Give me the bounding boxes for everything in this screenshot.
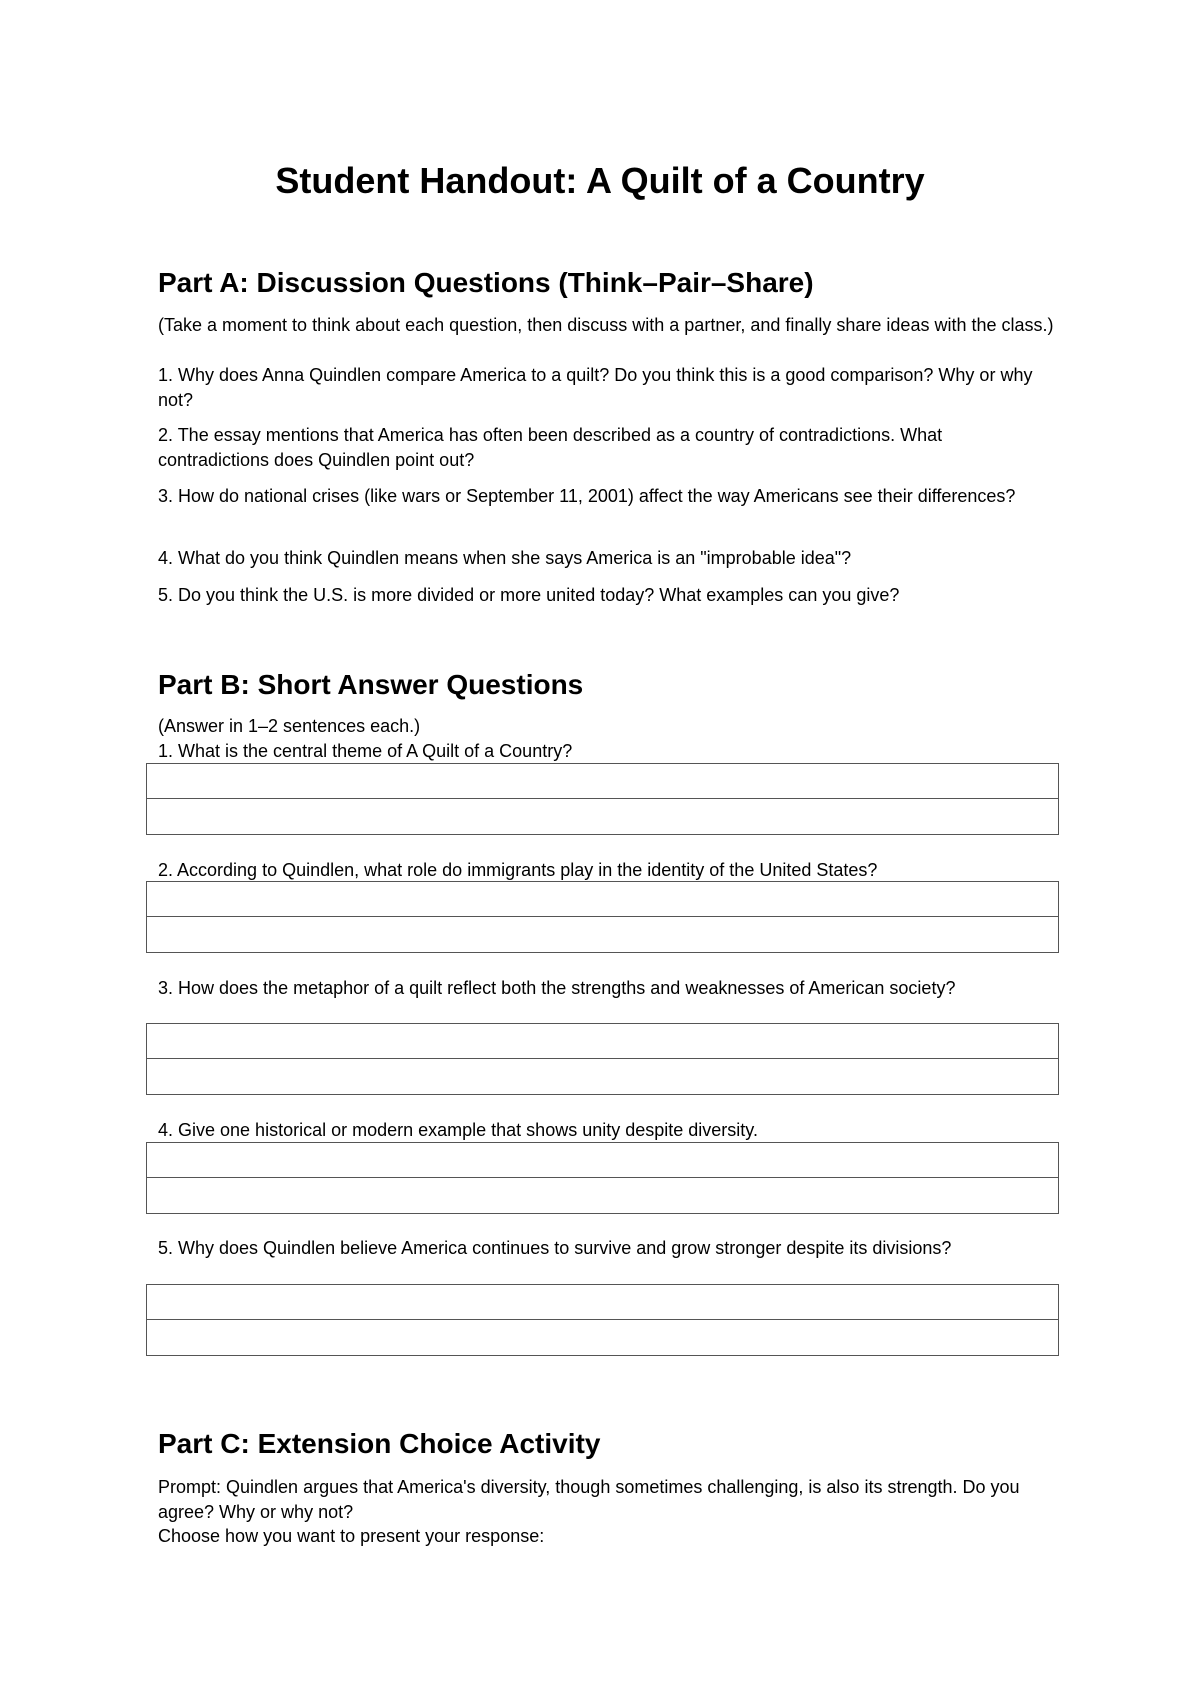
answer-line[interactable]	[147, 799, 1058, 834]
part-b-question-4: 4. Give one historical or modern example that shows unity despite diversity.	[158, 1120, 758, 1140]
part-a-heading: Part A: Discussion Questions (Think–Pair–Share)	[158, 267, 814, 298]
part-b-question-1: 1. What is the central theme of A Quilt of a Country?	[158, 741, 573, 761]
answer-box-2[interactable]	[146, 881, 1059, 953]
answer-line[interactable]	[147, 1024, 1058, 1059]
part-b-question-2: 2. According to Quindlen, what role do immigrants play in the identity of the United States?	[158, 860, 878, 880]
page-title: Student Handout: A Quilt of a Country	[275, 160, 925, 201]
part-a-question-2: 2. The essay mentions that America has often been described as a country of contradictions. What contradictions does Quindlen point out?	[158, 425, 943, 470]
answer-box-4[interactable]	[146, 1142, 1059, 1214]
answer-line[interactable]	[147, 1143, 1058, 1178]
part-b-question-5: 5. Why does Quindlen believe America continues to survive and grow stronger despite its divisions?	[158, 1238, 952, 1258]
answer-line[interactable]	[147, 1285, 1058, 1320]
answer-box-5[interactable]	[146, 1284, 1059, 1356]
part-a-question-3: 3. How do national crises (like wars or September 11, 2001) affect the way Americans see their differences?	[158, 486, 1016, 506]
answer-box-3[interactable]	[146, 1023, 1059, 1095]
answer-box-1[interactable]	[146, 763, 1059, 835]
part-b-instructions: (Answer in 1–2 sentences each.)	[158, 716, 421, 736]
part-a-question-5: 5. Do you think the U.S. is more divided or more united today? What examples can you give?	[158, 585, 900, 605]
answer-line[interactable]	[147, 1059, 1058, 1094]
part-c-choose: Choose how you want to present your response:	[158, 1526, 545, 1546]
answer-line[interactable]	[147, 917, 1058, 952]
part-a-question-1: 1. Why does Anna Quindlen compare America to a quilt? Do you think this is a good comparison? Why or why not?	[158, 365, 1033, 410]
part-c-heading: Part C: Extension Choice Activity	[158, 1428, 601, 1459]
answer-line[interactable]	[147, 764, 1058, 799]
answer-line[interactable]	[147, 1178, 1058, 1213]
part-c-prompt: Prompt: Quindlen argues that America's diversity, though sometimes challenging, is also its strength. Do you agree? Why or why not?	[158, 1477, 1020, 1522]
part-a-instructions: (Take a moment to think about each question, then discuss with a partner, and finally share ideas with the class.)	[158, 315, 1054, 335]
answer-line[interactable]	[147, 1320, 1058, 1355]
answer-line[interactable]	[147, 882, 1058, 917]
part-a-question-4: 4. What do you think Quindlen means when she says America is an "improbable idea"?	[158, 548, 852, 568]
part-b-heading: Part B: Short Answer Questions	[158, 669, 584, 700]
part-b-question-3: 3. How does the metaphor of a quilt reflect both the strengths and weaknesses of American society?	[158, 978, 956, 998]
